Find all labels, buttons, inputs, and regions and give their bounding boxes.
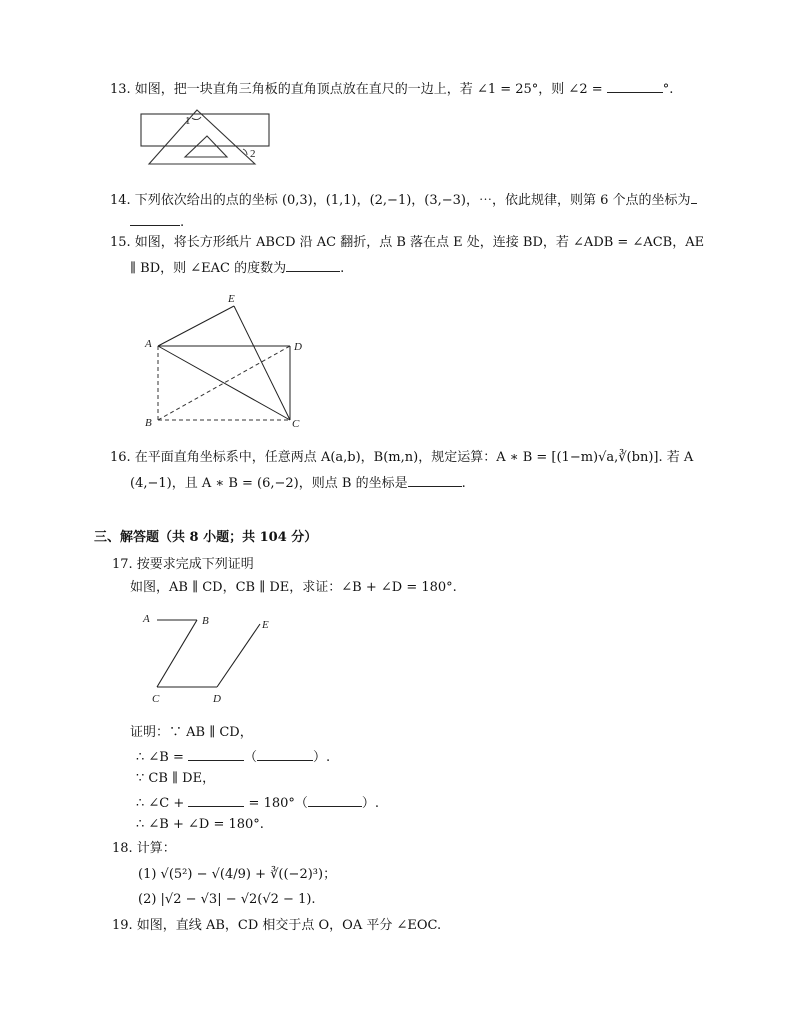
proof-step-2 <box>136 747 330 767</box>
proof-step-4-pre: ∴ ∠C + <box>136 796 189 811</box>
q16-text1: 16. 在平面直角坐标系中，任意两点 A(a,b)，B(m,n)，规定运算：A ∗ B = [(1−m)√a,∛(bn)]. 若 A <box>110 450 694 465</box>
seg-EC <box>234 306 290 420</box>
q15-text2: ∥ BD，则 ∠EAC 的度数为 <box>130 261 287 276</box>
proof-blank-2 <box>257 747 313 761</box>
proof-step-4 <box>136 793 379 813</box>
q17-label-A: A <box>143 613 150 625</box>
q17-label-E: E <box>262 619 269 631</box>
q13-line <box>110 79 673 99</box>
q18-part-2: (2) |√2 − √3| − √2(√2 − 1). <box>138 892 316 907</box>
proof-blank-3 <box>188 793 244 807</box>
proof-blank-1 <box>188 747 244 761</box>
angle-1-arc <box>192 117 201 120</box>
q13-label-2: 2 <box>250 148 256 160</box>
proof-step-5: ∴ ∠B + ∠D = 180°. <box>136 817 264 832</box>
q14-blank-a <box>691 190 697 204</box>
q16-blank <box>408 473 462 487</box>
q15-line2 <box>130 258 344 278</box>
q17-statement: 如图，AB ∥ CD，CB ∥ DE，求证：∠B + ∠D = 180°. <box>130 580 457 595</box>
q17-label-C: C <box>152 693 160 705</box>
q13-figure <box>135 108 285 170</box>
ruler <box>141 114 269 146</box>
section-title: 三、解答题（共 8 小题；共 104 分） <box>94 530 318 545</box>
q15-suffix: . <box>340 261 345 276</box>
q14-blank-b <box>130 212 180 226</box>
proof-step-2-post: ）. <box>313 750 331 765</box>
proof-step-2-pre: ∴ ∠B = <box>136 750 189 765</box>
q14-suffix: . <box>180 215 185 230</box>
q15-label-E: E <box>228 293 235 305</box>
proof-step-3: ∵ CB ∥ DE， <box>136 771 216 786</box>
q17-label-B: B <box>202 615 209 627</box>
seg-BC <box>157 620 197 687</box>
q18-part-1: (1) √(5²) − √(4/9) + ∛((−2)³)； <box>138 867 337 882</box>
q18-title: 18. 计算： <box>112 841 176 856</box>
q17-label-D: D <box>213 693 221 705</box>
proof-step-2-mid: （ <box>244 750 258 765</box>
seg-AE <box>158 306 234 346</box>
proof-blank-4 <box>308 793 362 807</box>
q13-blank <box>607 79 663 93</box>
q15-label-B: B <box>145 417 152 429</box>
proof-step-4-mid: = 180°（ <box>244 796 308 811</box>
q15-line1 <box>110 234 704 252</box>
triangle-outer <box>149 110 255 164</box>
q13-label-1: 1 <box>185 115 191 127</box>
q16-suffix: . <box>461 476 466 491</box>
q15-label-A: A <box>145 338 152 350</box>
q17-title: 17. 按要求完成下列证明 <box>112 557 254 572</box>
q15-text1: 15. 如图，将长方形纸片 ABCD 沿 AC 翻折，点 B 落在点 E 处，连接 BD，若 ∠ADB = ∠ACB，AE <box>110 235 705 250</box>
q13-text: 13. 如图，把一块直角三角板的直角顶点放在直尺的一边上，若 ∠1 = 25°，则 ∠2 = <box>110 82 607 97</box>
proof-step-1: 证明：∵ AB ∥ CD， <box>130 725 253 740</box>
seg-DE <box>217 624 260 687</box>
q15-blank <box>286 258 340 272</box>
q15-label-D: D <box>294 341 302 353</box>
q16-line1 <box>110 449 693 467</box>
q14-line2 <box>130 212 184 232</box>
q19-text: 19. 如图，直线 AB，CD 相交于点 O，OA 平分 ∠EOC. <box>112 918 442 933</box>
q15-label-C: C <box>292 418 300 430</box>
proof-step-4-post: ）. <box>361 796 380 811</box>
q14-line1 <box>110 190 697 210</box>
q14-text: 14. 下列依次给出的点的坐标 (0,3)，(1,1)，(2,−1)，(3,−3)，⋯，依此规律，则第 6 个点的坐标为 <box>110 193 691 208</box>
q16-text2: (4,−1)，且 A ∗ B = (6,−2)，则点 B 的坐标是 <box>130 476 408 491</box>
q13-suffix: °. <box>662 82 674 97</box>
q16-line2 <box>130 473 466 493</box>
q15-figure <box>140 290 310 432</box>
q17-figure <box>140 610 280 708</box>
